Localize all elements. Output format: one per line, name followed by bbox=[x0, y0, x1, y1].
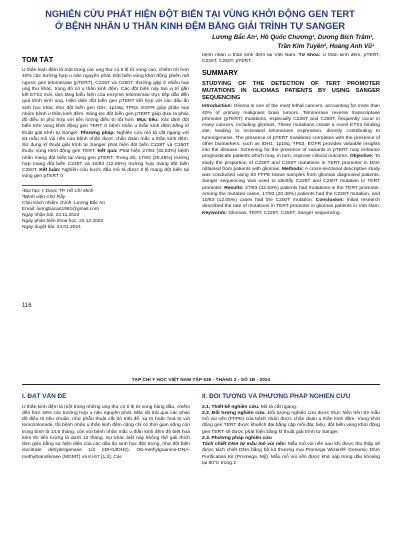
results-en-text: 27/83 (32.53%) patients had mutations in the TERT promoter. Among the mutated cases, 17/83 (20.48%) patients had the C228T mutation, and 10/83 (12.05%) cases had the C250T mutation. bbox=[202, 185, 380, 204]
received-date: Ngày nhận bài: 23.11.2023 bbox=[22, 212, 80, 218]
abstract-vi-text bbox=[22, 68, 189, 181]
reviewed-date: Ngày phản biện khoa học: 22.12.2023 bbox=[22, 218, 104, 224]
objective-text: Xác định đột biến trên vùng khởi động gen TERT ở bệnh nhân u thần kinh đệm bằng kĩ thuật giải trình tự Sanger. bbox=[22, 118, 189, 136]
methods-subheading: 2.3. Phương pháp nghiên cứu bbox=[202, 435, 272, 441]
keywords-vi-label: Từ khóa: bbox=[298, 53, 321, 58]
dna-extraction-text: Mẫu mô vùi nến sau khi được thu thập sẽ được tách chiết DNA bằng bộ kit thương mại Promega Wizard® Genomic DNA Purification Kit (Promega, Mỹ). Mẫu mô vùi nến được khử sáp trong dầu khoáng tại 80°C trong 2 bbox=[202, 442, 380, 466]
conclusion-en-text: Initial research described the rate of mutations in TERT promoter in gliomas patients in Viet Nam. bbox=[202, 198, 380, 210]
abstract-vi-intro: U thần kinh đệm là một trong các ung thư có tỉ lệ tử vong cao, chiếm tới hơn 40% các trường hợp u não nguyên phát. Đột biến vùng khởi động phiên mã ngược gen telomerase (pTERT), C228T và C250T, thường gặp ở nhiều loại ung thư khác, trong đó có u thần kinh đệm. Các đột biến này tạo vị trí gắn kết ETS1 mới, làm tăng biểu hiện của enzyme telomerase trực tiếp dẫn đến quá trình sinh ung. Hiện diện đột biến gen pTERT kết hợp với các dấu ấn sinh học khác như đột biến gen IDH, 1p19q, TP53, EGFR giúp phân loại nhóm bệnh u thần kinh đệm. Sàng lọc đột biến gen pTERT giúp đưa ra phác đồ điều trị phù hợp với tiên lượng điều trị tốt hơn. bbox=[22, 68, 189, 123]
intro-text: Glioma is one of the most lethal cancers, accounting for more than 40% of primary malignant brain tumors. Telomerase reverse transcriptase promoter (pTERT) mutations, especially C228T and C250T, frequently occur in many cancers, including gliomas. These mutations create a novel ETS1 binding site, leading to increased telomerase expression, directly contributing to tumorigenesis. The presence of pTERT mutations correlates with the presence of other biomarkers, such as IDH1, 1p19q, TP53, EGFR provides valuable insights into the disease. Screening for the presence of variants in pTERT may enhance prognosticate patients which may, in turn, improve clinical outcome. bbox=[202, 104, 380, 160]
methods-heading: II. ĐỐI TƯỢNG VÀ PHƯƠNG PHÁP NGHIÊN CỨU bbox=[202, 393, 351, 400]
study-subjects bbox=[202, 411, 380, 436]
keywords-vi-text: U thần kinh đệm, pTERT, C228T, C250T, pTERT. bbox=[202, 53, 380, 65]
keywords-en-label: Keywords: bbox=[202, 210, 228, 216]
study-subjects-label: 2.2. Đối tượng nghiên cứu. bbox=[202, 410, 266, 416]
journal-header: TẠP CHÍ Y HỌC VIỆT NAM TẬP 535 - THÁNG 2 - SỐ 1B - 2024 bbox=[22, 377, 380, 385]
summary-heading: SUMMARY bbox=[202, 69, 238, 77]
corresponding-author: Chịu trách nhiệm chính: Lương Bắc An bbox=[22, 200, 105, 206]
introduction-tail: [1,2]. Các bbox=[101, 454, 123, 460]
affiliation-1: ¹Đại học Y Dược TP. Hồ Chí Minh bbox=[22, 188, 94, 194]
summary-text bbox=[202, 104, 380, 217]
article-title bbox=[20, 9, 380, 32]
abstract-vi-continued bbox=[202, 53, 380, 66]
affiliations bbox=[22, 189, 189, 232]
conclusion-text: Nghiên cứu bước đầu mô tả được tỉ lệ mang đột biến tại vùng gen pTERT ở bbox=[22, 168, 189, 180]
dna-extraction bbox=[202, 442, 380, 467]
objective-en-text: To study the proportion of C228T and C250T mutations in TERT promoter in DNA obtained from patients with gliomas. bbox=[202, 154, 380, 172]
conclusion-en-label: Conclusion: bbox=[315, 198, 345, 204]
introduction-heading: I. ĐẶT VẤN ĐỀ bbox=[22, 393, 67, 400]
results-en-label: Results: bbox=[224, 185, 244, 191]
objective-label: Mục tiêu: bbox=[136, 118, 159, 123]
methods-en-label: Methods: bbox=[281, 166, 304, 172]
affiliation-2: ²Bệnh viện Chợ Rẫy bbox=[22, 194, 66, 200]
keywords-en-text: Gliomas, TERT, C228T, C250T, Sanger sequencing. bbox=[228, 210, 342, 216]
intro-label: Introduction: bbox=[202, 104, 233, 110]
method-label: Phương pháp: bbox=[80, 130, 115, 136]
abstract-vi-end: bệnh nhân u thần kinh đệm tại Việt Nam. bbox=[202, 53, 297, 58]
author-list bbox=[124, 34, 374, 52]
authors-line-1: Lương Bắc An¹, Hồ Quốc Chương¹, Dương Bích Trâm¹, bbox=[212, 34, 374, 41]
result-text: Phát hiện 27/83 (32,53%) bệnh nhân mang đột biến tại vùng gen pTERT. Trong đó, 17/83 (20,48%) trường hợp mang đột biến C228T và 10/83 (12,05%) trường hợp mang đột biến C250T. bbox=[22, 149, 189, 173]
abstract-heading: TÓM TẮT bbox=[22, 57, 54, 64]
result-label: Kết quả: bbox=[97, 149, 118, 155]
introduction-body: U thần kinh đệm là một trong những ung thư có tỉ lệ tử vong hàng đầu, chiếm đến hơn 40% các trường hợp u não nguyên phát. Mặc dù trải qua các phác đồ điều trị tiêu chuẩn, như phẫu thuật cắt bỏ triệt để, xạ trị hoặc hoá trị với temozolomide, thì bệnh nhân u thần kinh đệm cũng chỉ có thời gian sống còn trung bình là 14,6 tháng, còn với bệnh nhân mắc u thần kinh đệm độ biệt hoá kém thì tiên lượng là dưới 12 tháng. Sự khác biệt này không thể giải thích đơn giản bằng sự hiện diện của các dấu ấn sinh học đặc trưng, như đột biến isocitrate dehydrogenase 1/2 (IDH1/IDH2), O6-methylguanine-DNA-methyltransferase (MGMT) và Ki-67 bbox=[22, 404, 190, 460]
authors-line-2: Trần Kim Tuyền², Hoàng Anh Vũ¹ bbox=[277, 42, 374, 50]
accepted-date: Ngày duyệt bài: 24.01.2024 bbox=[22, 225, 81, 231]
methods-en-text: A cross-sectional descriptive study was conducted using 83 FFPE tissue samples from gliomas diagnosed patients. Sanger sequencing was used to identify C228T and C250T mutation in TERT promoter. bbox=[202, 166, 380, 191]
footnote-divider bbox=[22, 185, 92, 186]
summary-title: STUDYING OF THE DETECTION OF TERT PROMOTER MUTATIONS IN GLIOMAS PATIENTS BY USING SANGER SEQUENCING bbox=[202, 80, 380, 102]
introduction-column bbox=[22, 393, 190, 555]
page-number: 116 bbox=[22, 303, 32, 309]
abstract-vi-column bbox=[22, 56, 189, 361]
author-email: Email: luongbacan1991@gmail.com bbox=[22, 206, 99, 212]
summary-en-column bbox=[202, 53, 380, 363]
title-line-2: Ở BỆNH NHÂN U THẦN KINH ĐỆM BẰNG GIẢI TRÌNH TỰ SANGER bbox=[54, 20, 346, 31]
method-text: Nghiên cứu mô tả cắt ngang với 83 mẫu mô vùi nến của bệnh nhân được chẩn đoán mắc u thần kinh đệm. Sử dụng kĩ thuật giải trình tự Sanger phát hiện đột biến C228T và C250T thuộc vùng khởi động gen TERT. bbox=[22, 130, 189, 155]
conclusion-label: Kết luận: bbox=[39, 168, 61, 173]
dna-extraction-label: Tách chiết DNA từ mẫu mô vùi nến: bbox=[202, 442, 287, 447]
study-design-label: 2.1. Thiết kế nghiên cứu. bbox=[202, 404, 260, 410]
study-subjects-text: Đối tượng nghiên cứu được thực hiện trên 83 mẫu mô vùi nến (FFPE) của bệnh nhân được chẩn đoán u thần kinh đệm. Vùng khởi động gen TERT được khuếch đại bằng cặp mồi đặc hiệu, đột biến vùng khởi động gen TERT sẽ được phát hiện bằng kĩ thuật giải trình tự Sanger. bbox=[202, 410, 380, 435]
objective-en-label: Objective: bbox=[349, 154, 374, 160]
page-break bbox=[0, 362, 400, 376]
study-design-text: Mô tả cắt ngang. bbox=[260, 404, 298, 410]
title-line-1: NGHIÊN CỨU PHÁT HIỆN ĐỘT BIẾN TẠI VÙNG KHỞI ĐỘNG GEN TERT bbox=[45, 9, 355, 19]
methods-column bbox=[202, 393, 380, 555]
introduction-text bbox=[22, 405, 190, 461]
